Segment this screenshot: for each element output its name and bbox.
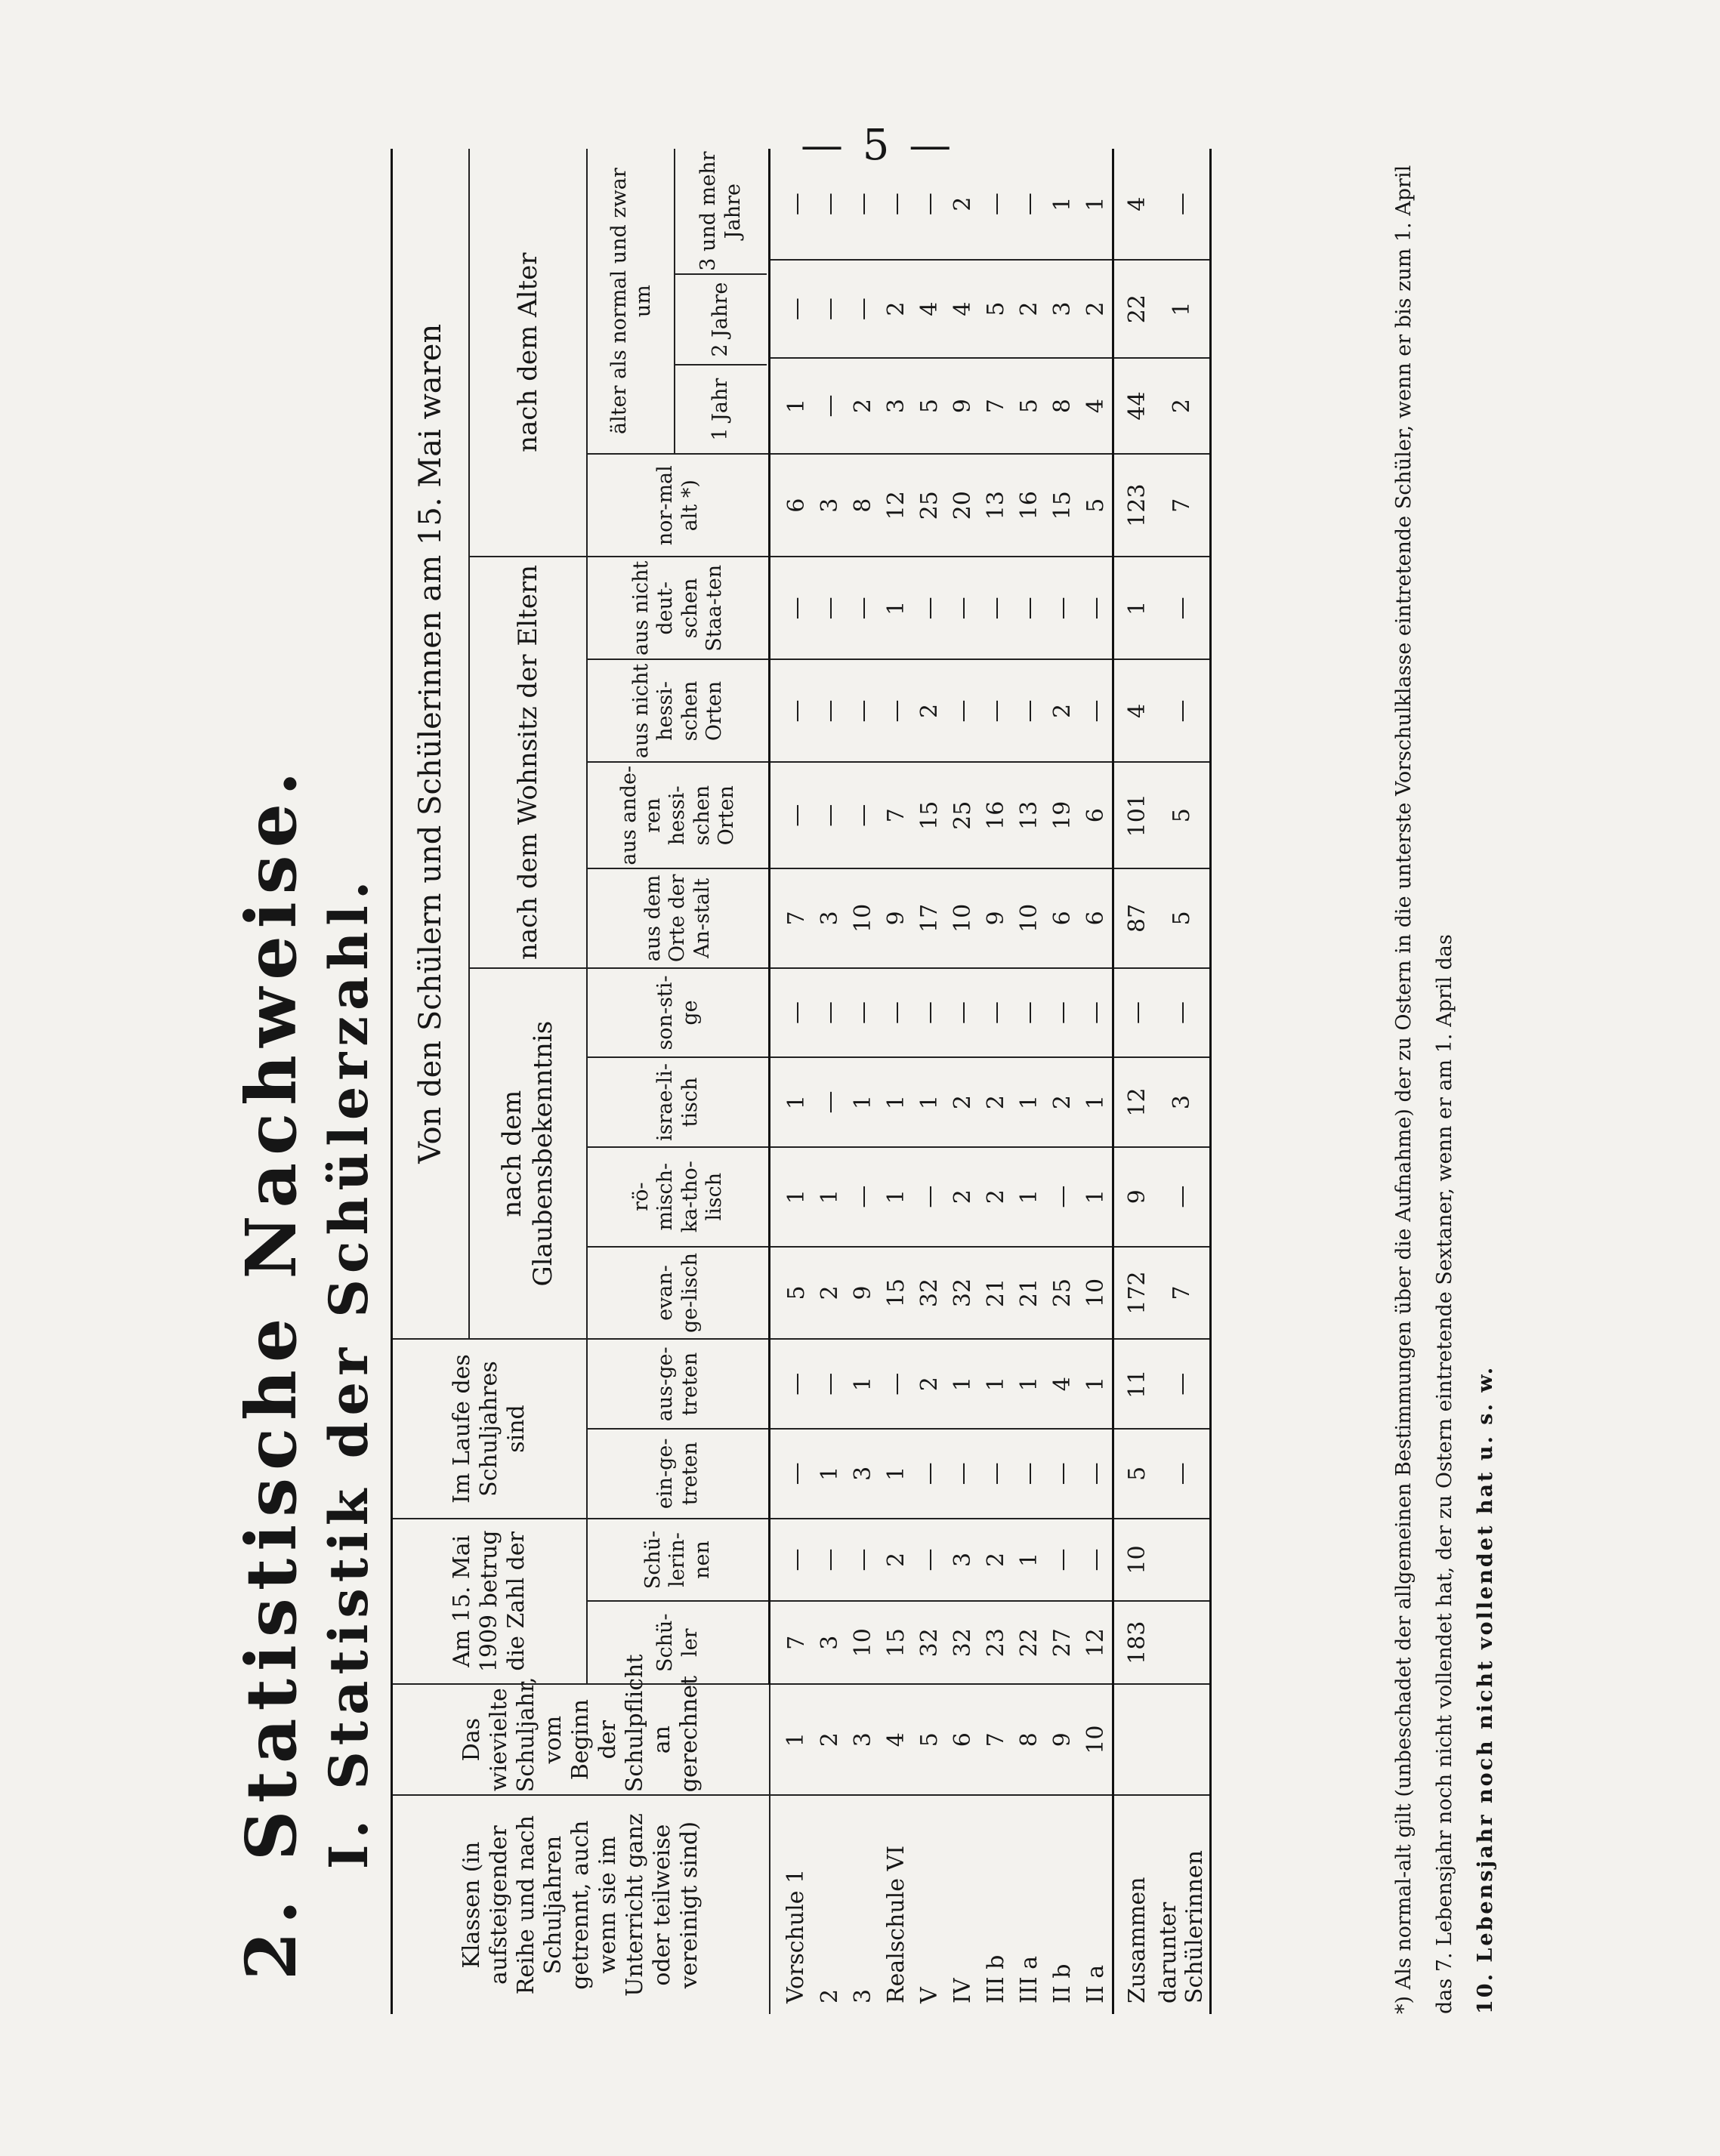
cell-normal: 6 xyxy=(770,454,814,557)
cell-schuelerinnen: 3 xyxy=(946,1519,979,1602)
cell-a3: — xyxy=(783,193,810,216)
cell-a3: 2 xyxy=(949,196,976,211)
cell-ev: 5 xyxy=(770,1247,814,1340)
cell-sj: 5 xyxy=(912,1684,946,1795)
cell-sonst: — xyxy=(846,968,879,1058)
cell-sonst: — xyxy=(979,968,1012,1058)
cell-a1: — xyxy=(813,358,846,454)
cell-a1: 7 xyxy=(979,358,1012,454)
cell-sonst: — xyxy=(879,968,912,1058)
footnote xyxy=(1384,149,1506,2014)
cell-sonst: — xyxy=(813,968,846,1058)
cell-sonst: — xyxy=(1113,968,1154,1058)
cell-ort: 6 xyxy=(1079,868,1113,968)
cell-a3: — xyxy=(816,193,843,216)
cell-klasse: Vorschule 1 xyxy=(770,1795,814,2014)
cell-rk: 1 xyxy=(879,1147,912,1247)
header-wohn-nicht-hessisch: aus nicht hessi-schen Orten xyxy=(587,659,770,762)
cell-andere: — xyxy=(770,763,814,869)
cell-klasse: III b xyxy=(979,1795,1012,2014)
cell-nhess: 4 xyxy=(1113,659,1154,762)
cell-rk: 1 xyxy=(770,1147,814,1247)
cell-aus: — xyxy=(813,1339,846,1429)
cell-sj: 9 xyxy=(1045,1684,1079,1795)
cell-aus: 1 xyxy=(846,1339,879,1429)
cell-nhess: — xyxy=(1012,659,1045,762)
cell-schuelerinnen: — xyxy=(846,1519,879,1602)
header-ausgetreten: aus-ge-treten xyxy=(587,1339,770,1429)
cell-ein: 3 xyxy=(846,1429,879,1519)
cell-ort: 6 xyxy=(1045,868,1079,968)
statistics-table xyxy=(391,149,1212,2014)
cell-andere: 7 xyxy=(879,763,912,869)
cell-a3: 1 xyxy=(1082,196,1109,211)
header-schuljahr: Das wievielte Schuljahr, vom Beginn der Schulpflicht an gerechnet xyxy=(392,1684,770,1795)
cell-ev: 21 xyxy=(1012,1247,1045,1340)
cell-ndeutsch: — xyxy=(912,557,946,659)
cell-ort: 9 xyxy=(979,868,1012,968)
cell-aus: 4 xyxy=(1045,1339,1079,1429)
cell-normal: 25 xyxy=(912,454,946,557)
cell-a1: 4 xyxy=(1079,358,1113,454)
header-glauben: nach dem Glaubensbekenntnis xyxy=(469,968,587,1340)
cell-ein: — xyxy=(912,1429,946,1519)
cell-schueler: 22 xyxy=(1012,1601,1045,1684)
cell-sj: 2 xyxy=(813,1684,846,1795)
cell-klasse: IV xyxy=(946,1795,979,2014)
cell-ein: 1 xyxy=(879,1429,912,1519)
cell-ev: 10 xyxy=(1079,1247,1113,1340)
cell-ort: 5 xyxy=(1153,868,1211,968)
cell-ev: 172 xyxy=(1113,1247,1154,1340)
cell-aus: — xyxy=(879,1339,912,1429)
cell-a3: — xyxy=(1015,193,1042,216)
cell-schueler xyxy=(1153,1601,1211,1684)
cell-aus: 2 xyxy=(912,1339,946,1429)
cell-a1: 9 xyxy=(946,358,979,454)
cell-ort: 9 xyxy=(879,868,912,968)
cell-isr: 1 xyxy=(912,1057,946,1147)
section-title: I. Statistik der Schülerzahl. xyxy=(317,874,380,1870)
cell-sonst: — xyxy=(1045,968,1079,1058)
cell-schuelerinnen: 1 xyxy=(1012,1519,1045,1602)
cell-a2: 1 xyxy=(1153,260,1211,358)
cell-isr: 1 xyxy=(1079,1057,1113,1147)
header-klassen: Klassen (in aufsteigender Reihe und nach Schuljahren getrennt, auch wenn sie im Unterricht ganz oder teilweise vereinigt sind) xyxy=(392,1795,770,2014)
cell-ev: 7 xyxy=(1153,1247,1211,1340)
header-aelter-1: 1 Jahr xyxy=(675,364,767,453)
cell-normal: 123 xyxy=(1113,454,1154,557)
cell-ort: 7 xyxy=(770,868,814,968)
cell-ein: — xyxy=(979,1429,1012,1519)
cell-a2: 4 xyxy=(912,260,946,358)
cell-andere: 16 xyxy=(979,763,1012,869)
cell-nhess: — xyxy=(813,659,846,762)
cell-rk: — xyxy=(1045,1147,1079,1247)
cell-isr: 3 xyxy=(1153,1057,1211,1147)
cell-nhess: — xyxy=(770,659,814,762)
page-title: 2. Statistische Nachweise. xyxy=(230,763,312,1981)
table-row-girls xyxy=(1153,149,1211,2014)
header-aelter: älter als normal und zwar um xyxy=(589,149,675,453)
header-normal-alt: nor-mal alt *) xyxy=(587,454,770,557)
cell-aus: 1 xyxy=(946,1339,979,1429)
cell-a2: — xyxy=(813,260,846,358)
header-eingetreten: ein-ge-treten xyxy=(587,1429,770,1519)
header-wohn-nicht-deutsch: aus nicht deut-schen Staa-ten xyxy=(587,557,770,659)
cell-sj: 10 xyxy=(1079,1684,1113,1795)
cell-nhess: — xyxy=(979,659,1012,762)
header-wohnsitz: nach dem Wohnsitz der Eltern xyxy=(469,557,587,967)
header-alter: nach dem Alter xyxy=(469,149,587,557)
cell-a2: 3 xyxy=(1045,260,1079,358)
header-israelitisch: israe-li-tisch xyxy=(587,1057,770,1147)
footnote-line-2: 10. Lebensjahr noch nicht vollendet hat u. s. w. xyxy=(1474,1365,1497,2014)
table-row xyxy=(1012,149,1045,2014)
cell-a1: 5 xyxy=(912,358,946,454)
cell-sj xyxy=(1113,1684,1154,1795)
cell-klasse: III a xyxy=(1012,1795,1045,2014)
header-sonstige: son-sti-ge xyxy=(587,968,770,1058)
cell-ort: 10 xyxy=(1012,868,1045,968)
cell-andere: 5 xyxy=(1153,763,1211,869)
cell-rk: 2 xyxy=(979,1147,1012,1247)
cell-andere: 6 xyxy=(1079,763,1113,869)
header-evangelisch: evan-ge-lisch xyxy=(587,1247,770,1340)
table-row xyxy=(1045,149,1079,2014)
cell-a3: — xyxy=(916,193,943,216)
cell-ev: 21 xyxy=(979,1247,1012,1340)
cell-rk: 2 xyxy=(946,1147,979,1247)
cell-ein: — xyxy=(770,1429,814,1519)
cell-aus: — xyxy=(770,1339,814,1429)
cell-sj: 3 xyxy=(846,1684,879,1795)
header-schuelerinnen: Schü-lerin-nen xyxy=(587,1519,770,1602)
cell-ev: 25 xyxy=(1045,1247,1079,1340)
cell-a2: 2 xyxy=(1012,260,1045,358)
cell-sonst: — xyxy=(946,968,979,1058)
cell-ndeutsch: — xyxy=(1079,557,1113,659)
cell-schuelerinnen: — xyxy=(912,1519,946,1602)
cell-ndeutsch: — xyxy=(1153,557,1211,659)
table-row xyxy=(846,149,879,2014)
cell-sonst: — xyxy=(912,968,946,1058)
header-zahl: Am 15. Mai 1909 betrug die Zahl der xyxy=(392,1519,588,1685)
cell-sj: 7 xyxy=(979,1684,1012,1795)
cell-sonst: — xyxy=(1012,968,1045,1058)
cell-a1: 44 xyxy=(1113,358,1154,454)
cell-normal: 7 xyxy=(1153,454,1211,557)
table-row xyxy=(770,149,814,2014)
cell-klasse: darunter Schülerinnen xyxy=(1153,1795,1211,2014)
cell-isr: 1 xyxy=(846,1057,879,1147)
table-row xyxy=(879,149,912,2014)
cell-a1: 3 xyxy=(879,358,912,454)
cell-ein: — xyxy=(1153,1429,1211,1519)
cell-a3: 4 xyxy=(1113,149,1154,260)
cell-rk: 1 xyxy=(1079,1147,1113,1247)
cell-aus: 1 xyxy=(1012,1339,1045,1429)
cell-ev: 32 xyxy=(912,1247,946,1340)
cell-schueler: 15 xyxy=(879,1601,912,1684)
cell-andere: 15 xyxy=(912,763,946,869)
cell-ev: 2 xyxy=(813,1247,846,1340)
cell-ein: 5 xyxy=(1113,1429,1154,1519)
cell-schueler: 32 xyxy=(912,1601,946,1684)
cell-klasse: 3 xyxy=(846,1795,879,2014)
cell-ort: 10 xyxy=(946,868,979,968)
cell-aus: 1 xyxy=(979,1339,1012,1429)
cell-a2: — xyxy=(846,260,879,358)
cell-nhess: — xyxy=(1153,659,1211,762)
cell-ort: 3 xyxy=(813,868,846,968)
cell-a3: 1 xyxy=(1048,196,1076,211)
cell-ev: 32 xyxy=(946,1247,979,1340)
header-aelter-group xyxy=(587,149,770,454)
cell-isr: 2 xyxy=(1045,1057,1079,1147)
cell-ein: — xyxy=(1045,1429,1079,1519)
cell-nhess: — xyxy=(1079,659,1113,762)
cell-sonst: — xyxy=(1079,968,1113,1058)
cell-ndeutsch: — xyxy=(846,557,879,659)
cell-schuelerinnen: 2 xyxy=(879,1519,912,1602)
cell-a2: — xyxy=(770,260,814,358)
cell-schuelerinnen: — xyxy=(1079,1519,1113,1602)
cell-klasse: 2 xyxy=(813,1795,846,2014)
cell-sj: 8 xyxy=(1012,1684,1045,1795)
cell-klasse: V xyxy=(912,1795,946,2014)
cell-schueler: 32 xyxy=(946,1601,979,1684)
cell-schueler: 27 xyxy=(1045,1601,1079,1684)
cell-a1: 5 xyxy=(1012,358,1045,454)
cell-ort: 10 xyxy=(846,868,879,968)
cell-klasse: Zusammen xyxy=(1113,1795,1154,2014)
cell-a2: 5 xyxy=(979,260,1012,358)
cell-nhess: — xyxy=(846,659,879,762)
cell-isr: 1 xyxy=(770,1057,814,1147)
cell-normal: 5 xyxy=(1079,454,1113,557)
cell-ev: 15 xyxy=(879,1247,912,1340)
cell-rk: 9 xyxy=(1113,1147,1154,1247)
cell-sj xyxy=(1153,1684,1211,1795)
cell-sonst: — xyxy=(1153,968,1211,1058)
cell-schueler: 3 xyxy=(813,1601,846,1684)
cell-a2: 2 xyxy=(879,260,912,358)
cell-isr: 1 xyxy=(879,1057,912,1147)
cell-ndeutsch: — xyxy=(1045,557,1079,659)
cell-ndeutsch: 1 xyxy=(879,557,912,659)
cell-nhess: 2 xyxy=(912,659,946,762)
cell-normal: 15 xyxy=(1045,454,1079,557)
cell-klasse: Realschule VI xyxy=(879,1795,912,2014)
table-body xyxy=(770,149,1211,2014)
table-row xyxy=(1079,149,1113,2014)
cell-aus: 1 xyxy=(1079,1339,1113,1429)
cell-a2: 4 xyxy=(946,260,979,358)
cell-a3: — xyxy=(982,193,1009,216)
table-row xyxy=(946,149,979,2014)
cell-rk: 1 xyxy=(1012,1147,1045,1247)
cell-sj: 1 xyxy=(770,1684,814,1795)
cell-normal: 16 xyxy=(1012,454,1045,557)
footnote-line-1: *) Als normal-alt gilt (unbeschadet der allgemeinen Bestimmungen über die Aufnahme) der zu Ostern in die unterste Vorschulklasse eintretende Schüler, wenn er bis zum 1. April das 7. Lebensjahr noch nicht vollendet hat, der zu Ostern eintretende Sextaner, wenn er am 1. April das xyxy=(1392,165,1456,2014)
cell-schueler: 7 xyxy=(770,1601,814,1684)
cell-schuelerinnen: 2 xyxy=(979,1519,1012,1602)
cell-schuelerinnen xyxy=(1153,1519,1211,1602)
cell-schuelerinnen: 10 xyxy=(1113,1519,1154,1602)
cell-schuelerinnen: — xyxy=(813,1519,846,1602)
cell-sj: 4 xyxy=(879,1684,912,1795)
cell-schuelerinnen: — xyxy=(770,1519,814,1602)
header-wohn-andere: aus ande-ren hessi-schen Orten xyxy=(587,763,770,869)
cell-a1: 2 xyxy=(1153,358,1211,454)
cell-ndeutsch: 1 xyxy=(1113,557,1154,659)
header-aelter-subcols xyxy=(675,149,767,453)
cell-sj: 6 xyxy=(946,1684,979,1795)
header-aelter-3: 3 und mehr Jahre xyxy=(696,151,745,271)
cell-ort: 17 xyxy=(912,868,946,968)
cell-andere: — xyxy=(813,763,846,869)
cell-schueler: 183 xyxy=(1113,1601,1154,1684)
cell-isr: 2 xyxy=(979,1057,1012,1147)
cell-ein: — xyxy=(1079,1429,1113,1519)
cell-a3: — xyxy=(849,193,876,216)
cell-a3: — xyxy=(882,193,909,216)
cell-ndeutsch: — xyxy=(946,557,979,659)
cell-nhess: — xyxy=(946,659,979,762)
cell-isr: — xyxy=(813,1057,846,1147)
cell-ndeutsch: — xyxy=(813,557,846,659)
cell-ein: — xyxy=(946,1429,979,1519)
cell-schueler: 23 xyxy=(979,1601,1012,1684)
cell-aus: 11 xyxy=(1113,1339,1154,1429)
table-row-total xyxy=(1113,149,1154,2014)
page-number: — 5 — xyxy=(801,121,955,170)
cell-a1: 1 xyxy=(770,358,814,454)
table-row xyxy=(979,149,1012,2014)
cell-rk: — xyxy=(1153,1147,1211,1247)
header-katholisch: rö-misch-ka-tho-lisch xyxy=(587,1147,770,1247)
cell-schueler: 10 xyxy=(846,1601,879,1684)
cell-isr: 1 xyxy=(1012,1057,1045,1147)
cell-rk: — xyxy=(846,1147,879,1247)
cell-rk: — xyxy=(912,1147,946,1247)
cell-ndeutsch: — xyxy=(770,557,814,659)
cell-ev: 9 xyxy=(846,1247,879,1340)
cell-andere: 25 xyxy=(946,763,979,869)
cell-normal: 8 xyxy=(846,454,879,557)
rotated-content xyxy=(228,149,1497,2014)
cell-normal: 20 xyxy=(946,454,979,557)
cell-a1: 8 xyxy=(1045,358,1079,454)
cell-a1: 2 xyxy=(846,358,879,454)
header-wohn-ort: aus dem Orte der An-stalt xyxy=(587,868,770,968)
cell-a2: 22 xyxy=(1113,260,1154,358)
cell-andere: 13 xyxy=(1012,763,1045,869)
cell-schuelerinnen: — xyxy=(1045,1519,1079,1602)
header-group-main: Von den Schülern und Schülerinnen am 15. Mai waren xyxy=(392,149,470,1339)
cell-aus: — xyxy=(1153,1339,1211,1429)
cell-klasse: II b xyxy=(1045,1795,1079,2014)
header-laufe: Im Laufe des Schuljahres sind xyxy=(392,1339,588,1518)
header-aelter-2: 2 Jahre xyxy=(675,273,767,364)
cell-andere: 101 xyxy=(1113,763,1154,869)
cell-andere: 19 xyxy=(1045,763,1079,869)
header-schueler: Schü-ler xyxy=(587,1601,770,1684)
cell-ein: — xyxy=(1012,1429,1045,1519)
cell-nhess: — xyxy=(879,659,912,762)
cell-rk: 1 xyxy=(813,1147,846,1247)
cell-normal: 12 xyxy=(879,454,912,557)
cell-ort: 87 xyxy=(1113,868,1154,968)
cell-andere: — xyxy=(846,763,879,869)
cell-normal: 13 xyxy=(979,454,1012,557)
cell-isr: 2 xyxy=(946,1057,979,1147)
table-row xyxy=(813,149,846,2014)
cell-isr: 12 xyxy=(1113,1057,1154,1147)
cell-a2: 2 xyxy=(1079,260,1113,358)
cell-klasse: II a xyxy=(1079,1795,1113,2014)
cell-ndeutsch: — xyxy=(1012,557,1045,659)
cell-ndeutsch: — xyxy=(979,557,1012,659)
cell-nhess: 2 xyxy=(1045,659,1079,762)
cell-ein: 1 xyxy=(813,1429,846,1519)
cell-schueler: 12 xyxy=(1079,1601,1113,1684)
cell-normal: 3 xyxy=(813,454,846,557)
table-row xyxy=(912,149,946,2014)
cell-a3: — xyxy=(1168,193,1195,216)
cell-sonst: — xyxy=(770,968,814,1058)
